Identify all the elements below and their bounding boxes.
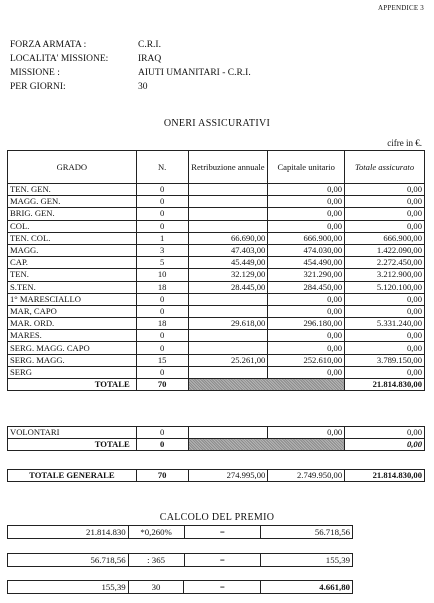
retribuzione-cell [188,305,268,317]
calc-row-3 [7,580,353,594]
calc-operator: : 365 [128,554,184,567]
retribuzione-cell: 66.690,00 [188,232,268,244]
retribuzione-cell [188,208,268,220]
n-cell: 5 [136,257,188,269]
table-row [8,366,425,378]
n-cell: 0 [136,184,188,196]
totale-value: 21.814.830,00 [345,379,425,391]
table-row [8,220,425,232]
shaded-cell [188,379,345,391]
retribuzione-cell: 29.618,00 [188,318,268,330]
table-row [8,342,425,354]
calc-operand: 56.718,56 [8,554,129,567]
grado-cell: MAGG. [8,244,137,256]
volontari-totale-row [8,439,425,451]
totale-cell: 3.212.900,00 [345,269,425,281]
calc-equals: = [184,581,261,594]
totale-cell: 0,00 [345,208,425,220]
capitale-cell: 474.030,00 [268,244,345,256]
meta-row-localita [10,52,251,66]
retribuzione-cell [188,366,268,378]
grado-cell: CAP. [8,257,137,269]
calc-operand: 21.814.830 [8,526,129,539]
table-row [8,305,425,317]
n-cell: 0 [136,220,188,232]
totale-cell: 0,00 [345,342,425,354]
volontari-cap: 0,00 [268,427,345,439]
volontari-label: VOLONTARI [8,427,137,439]
header-grado: GRADO [8,151,137,184]
meta-row-missione [10,66,251,80]
calc-row-1 [7,525,353,539]
table-row [8,184,425,196]
meta-label: LOCALITA' MISSIONE: [10,54,109,64]
table-row [8,196,425,208]
volontari-n: 0 [136,427,188,439]
table-row [8,318,425,330]
grado-cell: SERG [8,366,137,378]
n-cell: 0 [136,196,188,208]
n-cell: 15 [136,354,188,366]
meta-label: PER GIORNI: [10,82,66,92]
retribuzione-cell: 32.129,00 [188,269,268,281]
retribuzione-cell [188,293,268,305]
grado-cell: TEN. [8,269,137,281]
grado-cell: TEN. GEN. [8,184,137,196]
n-cell: 0 [136,208,188,220]
calc-result: 155,39 [261,554,353,567]
retribuzione-cell: 47.403,00 [188,244,268,256]
totale-generale-row [8,470,425,482]
retribuzione-cell [188,220,268,232]
totale-cell: 1.422.090,00 [345,244,425,256]
capitale-cell: 0,00 [268,196,345,208]
header-totale: Totale assicurato [345,151,425,184]
totale-cell: 0,00 [345,330,425,342]
volontari-table [7,426,425,451]
oneri-table [7,150,425,391]
totale-label: TOTALE [8,379,137,391]
totale-generale-table [7,469,425,482]
volontari-totale-n: 0 [136,439,188,451]
n-cell: 0 [136,342,188,354]
capitale-cell: 0,00 [268,208,345,220]
table-row [8,208,425,220]
n-cell: 0 [136,305,188,317]
totale-cell: 666.900,00 [345,232,425,244]
header-capitale: Capitale unitario [268,151,345,184]
table-row [8,354,425,366]
n-cell: 18 [136,318,188,330]
grado-cell: S.TEN. [8,281,137,293]
header-retribuzione: Retribuzione annuale [188,151,268,184]
retribuzione-cell [188,184,268,196]
calc-row-2 [7,553,353,567]
header-n: N. [136,151,188,184]
capitale-cell: 0,00 [268,220,345,232]
table-header [8,151,425,184]
volontari-retr [188,427,268,439]
appendix-label: APPENDICE 3 [378,4,424,12]
totale-cell: 0,00 [345,196,425,208]
capitale-cell: 252.610,00 [268,354,345,366]
n-cell: 18 [136,281,188,293]
section-title: ONERI ASSICURATIVI [163,118,271,129]
calc-operator: *0,260% [128,526,184,539]
capitale-cell: 284.450,00 [268,281,345,293]
mission-meta [10,38,251,94]
capitale-cell: 0,00 [268,305,345,317]
calc-result: 4.661,80 [261,581,353,594]
capitale-cell: 0,00 [268,342,345,354]
totale-generale-label: TOTALE GENERALE [8,470,137,482]
meta-value: C.R.I. [138,40,161,50]
retribuzione-cell [188,342,268,354]
volontari-row [8,427,425,439]
capitale-cell: 0,00 [268,184,345,196]
totale-cell: 0,00 [345,366,425,378]
retribuzione-cell: 25.261,00 [188,354,268,366]
table-row [8,269,425,281]
volontari-tot: 0,00 [345,427,425,439]
grado-cell: SERG. MAGG. CAPO [8,342,137,354]
n-cell: 3 [136,244,188,256]
grado-cell: TEN. COL. [8,232,137,244]
calc-operand: 155,39 [8,581,129,594]
totale-cell: 2.272.450,00 [345,257,425,269]
table-row [8,232,425,244]
capitale-cell: 454.490,00 [268,257,345,269]
grado-cell: SERG. MAGG. [8,354,137,366]
totale-generale-retr: 274.995,00 [188,470,268,482]
retribuzione-cell [188,196,268,208]
totale-cell: 0,00 [345,293,425,305]
volontari-totale-value: 0,00 [345,439,425,451]
meta-label: FORZA ARMATA : [10,40,87,50]
table-row [8,244,425,256]
grado-cell: COL. [8,220,137,232]
totale-n: 70 [136,379,188,391]
meta-label: MISSIONE : [10,68,60,78]
meta-row-forza [10,38,251,52]
totale-cell: 0,00 [345,305,425,317]
calc-equals: = [184,526,261,539]
calc-result: 56.718,56 [261,526,353,539]
table-body [8,184,425,379]
totale-cell: 0,00 [345,184,425,196]
capitale-cell: 0,00 [268,293,345,305]
grado-cell: MAR. ORD. [8,318,137,330]
n-cell: 1 [136,232,188,244]
meta-value: IRAQ [138,54,162,64]
totale-cell: 0,00 [345,220,425,232]
currency-note: cifre in €. [387,138,422,148]
calc-title: CALCOLO DEL PREMIO [159,512,275,523]
shaded-cell [188,439,345,451]
totale-cell: 5.331.240,00 [345,318,425,330]
totale-row [8,379,425,391]
grado-cell: MAR, CAPO [8,305,137,317]
meta-row-giorni [10,80,251,94]
meta-value: AIUTI UMANITARI - C.R.I. [138,68,251,78]
n-cell: 0 [136,366,188,378]
calc-equals: = [184,554,261,567]
capitale-cell: 0,00 [268,330,345,342]
n-cell: 10 [136,269,188,281]
retribuzione-cell: 28.445,00 [188,281,268,293]
table-row [8,293,425,305]
calc-operator: 30 [128,581,184,594]
totale-cell: 5.120.100,00 [345,281,425,293]
retribuzione-cell: 45.449,00 [188,257,268,269]
table-row [8,281,425,293]
grado-cell: 1° MARESCIALLO [8,293,137,305]
capitale-cell: 321.290,00 [268,269,345,281]
grado-cell: BRIG. GEN. [8,208,137,220]
n-cell: 0 [136,330,188,342]
table-row [8,257,425,269]
totale-generale-n: 70 [136,470,188,482]
n-cell: 0 [136,293,188,305]
capitale-cell: 296.180,00 [268,318,345,330]
table-row [8,330,425,342]
totale-generale-cap: 2.749.950,00 [268,470,345,482]
capitale-cell: 0,00 [268,366,345,378]
retribuzione-cell [188,330,268,342]
totale-generale-tot: 21.814.830,00 [345,470,425,482]
meta-value: 30 [138,82,148,92]
grado-cell: MARES. [8,330,137,342]
grado-cell: MAGG. GEN. [8,196,137,208]
totale-cell: 3.789.150,00 [345,354,425,366]
capitale-cell: 666.900,00 [268,232,345,244]
volontari-totale-label: TOTALE [8,439,137,451]
